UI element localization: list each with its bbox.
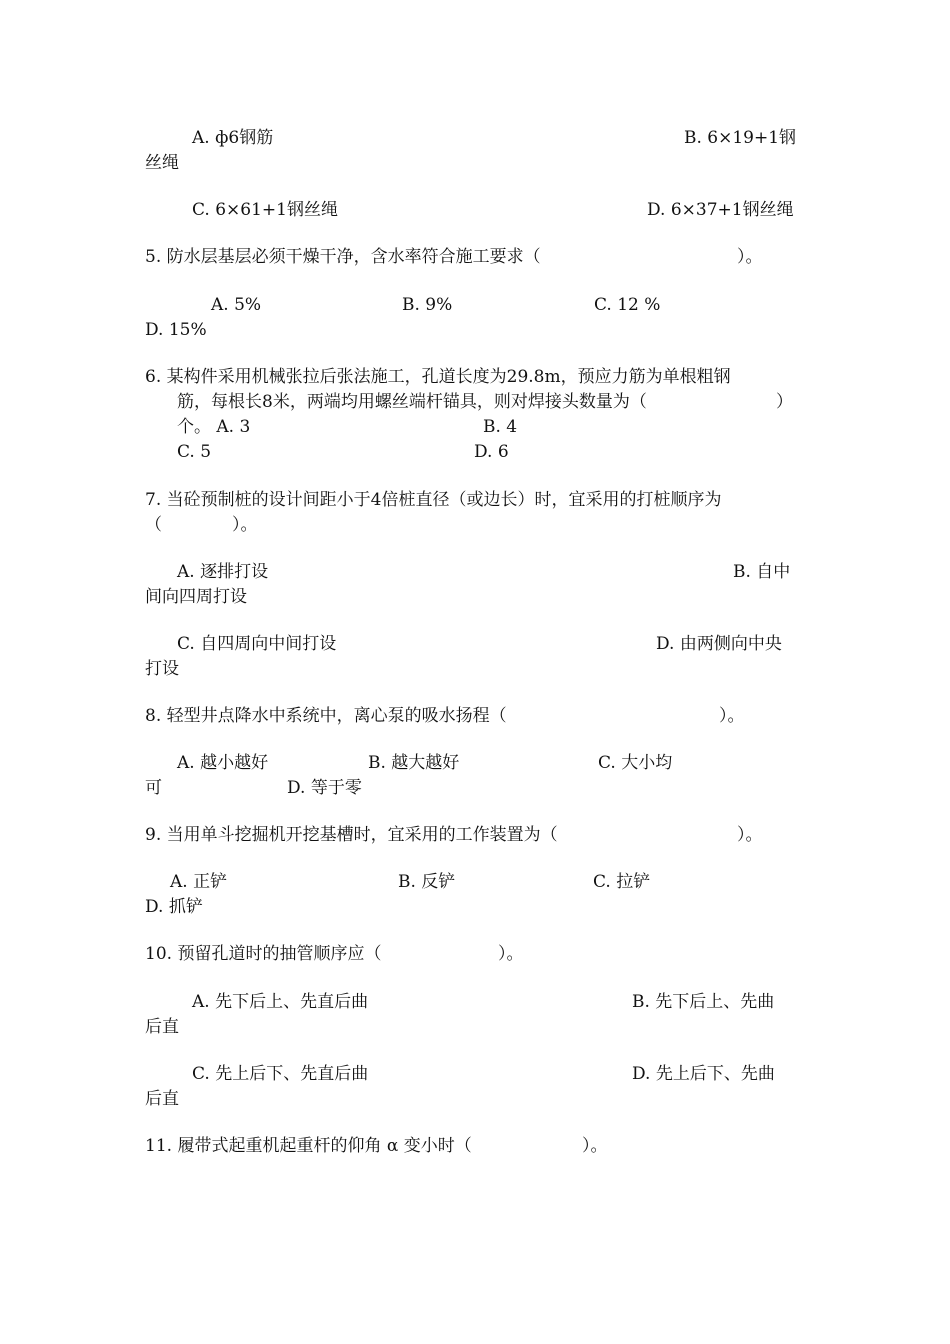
q9-stem-close: ）。 (737, 825, 763, 845)
q5-option-d: D. 15% (145, 320, 207, 340)
q10-option-d-wrap: 后直 (145, 1089, 179, 1109)
q7-option-b: B. 自中 (733, 562, 791, 582)
q5-stem-close: ）。 (737, 247, 763, 267)
q11-stem: 11. 履带式起重机起重杆的仰角 α 变小时（ (145, 1136, 472, 1156)
q7-option-d: D. 由两侧向中央 (656, 634, 782, 654)
q5-option-a: A. 5% (211, 295, 262, 315)
q9-option-a: A. 正铲 (170, 872, 228, 892)
q4-option-c: C. 6×61+1钢丝绳 (192, 200, 338, 220)
q8-option-d: D. 等于零 (287, 778, 362, 798)
q6-option-c: C. 5 (177, 442, 212, 462)
q9-option-d: D. 抓铲 (145, 897, 203, 917)
q8-option-c-wrap: 可 (145, 778, 162, 798)
q4-option-b-wrap: 丝绳 (145, 153, 179, 173)
q5-option-b: B. 9% (402, 295, 453, 315)
q6-stem-close: ） (776, 392, 793, 412)
q7-stem-line1: 7. 当砼预制桩的设计间距小于4倍桩直径（或边长）时，宜采用的打桩顺序为 (145, 490, 722, 510)
q6-stem-line2: 筋，每根长8米，两端均用螺丝端杆锚具，则对焊接头数量为（ (177, 392, 647, 412)
q5-option-c: C. 12 % (594, 295, 661, 315)
q6-option-b: B. 4 (483, 417, 518, 437)
q11-stem-close: ）。 (582, 1136, 608, 1156)
q9-stem: 9. 当用单斗挖掘机开挖基槽时，宜采用的工作装置为（ (145, 825, 558, 845)
q10-option-a: A. 先下后上、先直后曲 (192, 992, 369, 1012)
q6-option-d: D. 6 (474, 442, 509, 462)
q8-stem: 8. 轻型井点降水中系统中，离心泵的吸水扬程（ (145, 706, 507, 726)
q4-option-d: D. 6×37+1钢丝绳 (647, 200, 794, 220)
q6-stem-line3: 个。 A. 3 (177, 417, 251, 437)
q7-option-d-wrap: 打设 (145, 659, 179, 679)
q7-option-a: A. 逐排打设 (177, 562, 269, 582)
q8-stem-close: ）。 (719, 706, 745, 726)
q6-stem-line1: 6. 某构件采用机械张拉后张法施工，孔道长度为29.8m，预应力筋为单根粗钢 (145, 367, 731, 387)
q4-option-a: A. ф6钢筋 (192, 128, 274, 148)
q7-option-b-wrap: 间向四周打设 (145, 587, 247, 607)
q10-option-b-wrap: 后直 (145, 1017, 179, 1037)
q8-option-a: A. 越小越好 (177, 753, 269, 773)
q7-stem-line2: （ (145, 515, 162, 535)
q4-option-b: B. 6×19+1钢 (684, 128, 797, 148)
q8-option-b: B. 越大越好 (368, 753, 460, 773)
q10-stem-close: ）。 (498, 944, 524, 964)
q10-option-c: C. 先上后下、先直后曲 (192, 1064, 369, 1084)
q7-stem-close: ）。 (232, 515, 258, 535)
q10-option-d: D. 先上后下、先曲 (632, 1064, 775, 1084)
q10-option-b: B. 先下后上、先曲 (632, 992, 775, 1012)
q5-stem: 5. 防水层基层必须干燥干净，含水率符合施工要求（ (145, 247, 541, 267)
q9-option-c: C. 拉铲 (593, 872, 651, 892)
q10-stem: 10. 预留孔道时的抽管顺序应（ (145, 944, 382, 964)
q9-option-b: B. 反铲 (398, 872, 456, 892)
q8-option-c: C. 大小均 (598, 753, 673, 773)
q7-option-c: C. 自四周向中间打设 (177, 634, 337, 654)
